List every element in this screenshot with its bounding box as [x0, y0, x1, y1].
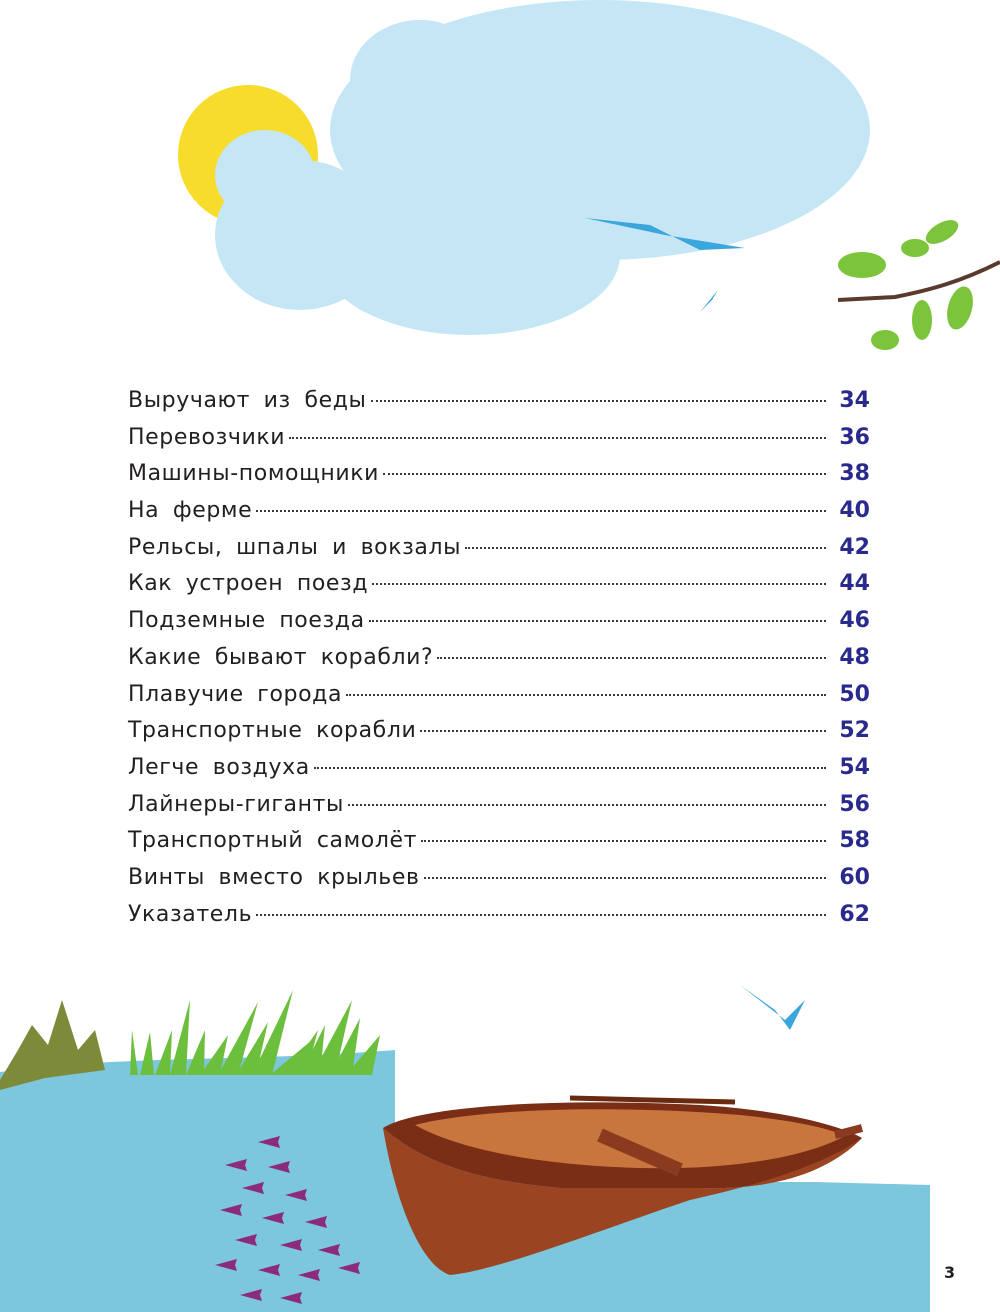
toc-entry-page: 48	[839, 644, 870, 670]
toc-entry-title: Винты вместо крыльев	[128, 864, 420, 890]
toc-entry[interactable]	[128, 608, 870, 645]
toc-entry[interactable]	[128, 682, 870, 719]
toc-entry[interactable]	[128, 902, 870, 939]
toc-entry-title: Указатель	[128, 901, 253, 927]
dot-leader	[424, 877, 826, 879]
toc-entry-page: 60	[839, 864, 870, 890]
dot-leader	[421, 840, 826, 842]
toc-entry[interactable]	[128, 425, 870, 462]
dot-leader	[256, 510, 826, 512]
dot-leader	[420, 730, 826, 732]
toc-entry-title: На ферме	[128, 498, 253, 524]
dot-leader	[346, 694, 826, 696]
branch-icon	[838, 215, 1000, 350]
dot-leader	[371, 400, 826, 402]
bird-icon	[740, 985, 805, 1030]
toc-entry-title: Транспортные корабли	[128, 718, 417, 744]
toc-entry-page: 38	[839, 461, 870, 487]
toc-entry-page: 34	[839, 388, 870, 413]
toc-entry-page: 44	[839, 571, 870, 597]
dot-leader	[369, 620, 826, 622]
toc-entry-page: 40	[839, 498, 870, 524]
toc-entry-title: Выручают из беды	[128, 388, 367, 413]
toc-entry-page: 42	[839, 534, 870, 560]
toc-entry-page: 50	[839, 681, 870, 707]
dot-leader	[437, 657, 826, 659]
toc-entry-title: Лайнеры-гиганты	[128, 791, 344, 817]
toc-entry-title: Как устроен поезд	[128, 571, 369, 597]
toc-entry-page: 46	[839, 608, 870, 634]
dot-leader	[256, 914, 826, 916]
toc-entry[interactable]	[128, 792, 870, 829]
toc-entry-title: Машины-помощники	[128, 461, 380, 487]
toc-entry-title: Плавучие города	[128, 681, 343, 707]
toc-entry-title: Перевозчики	[128, 424, 286, 450]
toc-entry[interactable]	[128, 571, 870, 608]
toc-entry[interactable]	[128, 865, 870, 902]
toc-entry[interactable]	[128, 718, 870, 755]
toc-entry[interactable]	[128, 498, 870, 535]
dot-leader	[383, 473, 826, 475]
toc-entry[interactable]	[128, 461, 870, 498]
toc-entry-title: Легче воздуха	[128, 754, 310, 780]
dot-leader	[314, 767, 826, 769]
toc-entry-title: Подземные поезда	[128, 608, 365, 634]
toc-entry-title: Транспортный самолёт	[128, 828, 418, 854]
toc-entry-page: 36	[839, 424, 870, 450]
toc-entry[interactable]	[128, 535, 870, 572]
cloud-icon	[215, 0, 870, 335]
toc-entry-page: 54	[839, 754, 870, 780]
dot-leader	[372, 583, 826, 585]
toc-entry-page: 52	[839, 718, 870, 744]
dot-leader	[348, 804, 826, 806]
toc-entry-page: 56	[839, 791, 870, 817]
toc-entry-title: Рельсы, шпалы и вокзалы	[128, 534, 462, 560]
grass-icon	[130, 990, 380, 1075]
toc-entry[interactable]	[128, 828, 870, 865]
toc-entry-page: 58	[839, 828, 870, 854]
toc-entry[interactable]	[128, 755, 870, 792]
page-number: 3	[944, 1263, 956, 1282]
toc-entry[interactable]	[128, 645, 870, 682]
dot-leader	[465, 547, 826, 549]
bird-icon	[700, 290, 718, 312]
table-of-contents	[128, 388, 870, 938]
toc-entry[interactable]	[128, 388, 870, 425]
dot-leader	[289, 437, 826, 439]
toc-entry-page: 62	[839, 901, 870, 927]
toc-entry-title: Какие бывают корабли?	[128, 644, 434, 670]
